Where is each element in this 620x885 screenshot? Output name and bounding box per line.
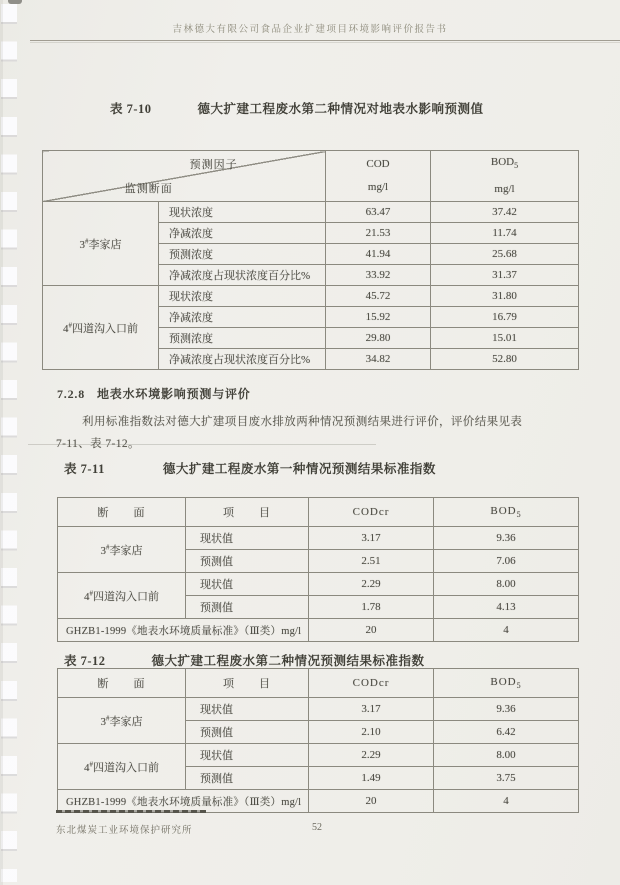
- station-cell: [43, 286, 159, 370]
- cod-value-cell: 1.49: [309, 767, 434, 790]
- corner-label-section: 监测断面: [124, 183, 173, 195]
- station-header-cell: 断 面: [58, 498, 186, 527]
- table-7-10: [42, 150, 579, 370]
- table-row: [58, 527, 579, 550]
- station-cell: [58, 573, 186, 619]
- cod-standard-cell: 20: [309, 790, 434, 813]
- table10-caption: [110, 99, 484, 117]
- cod-value-cell: 15.92: [326, 307, 431, 328]
- standard-label-cell: GHZB1-1999《地表水环境质量标准》（Ⅲ类）mg/l: [58, 790, 309, 813]
- item-cell: 现状浓度: [159, 202, 326, 223]
- paragraph-line: 7-11、表 7-12。: [56, 438, 140, 450]
- cod-value-cell: 2.29: [309, 573, 434, 596]
- bod-header-name: BOD: [490, 156, 515, 169]
- table11-label: 表 7-11: [64, 462, 105, 476]
- item-cell: 预测值: [186, 596, 309, 619]
- bod-value-cell: 37.42: [431, 202, 579, 223]
- station-hash: #: [85, 236, 89, 245]
- item-cell: 净减浓度: [159, 307, 326, 328]
- item-cell: 预测浓度: [159, 328, 326, 349]
- table-7-11: [57, 497, 579, 642]
- table-row: [58, 573, 579, 596]
- item-cell: 预测值: [186, 721, 309, 744]
- corner-label-factor: 预测因子: [189, 159, 238, 171]
- bod-subscript: 5: [516, 681, 522, 691]
- spiral-binding-holes: [1, 4, 17, 882]
- cod-value-cell: 63.47: [326, 202, 431, 223]
- item-cell: 现状值: [186, 527, 309, 550]
- bod-standard-cell: 4: [434, 619, 579, 642]
- bod-value-cell: 52.80: [431, 349, 579, 370]
- station-cell: [43, 202, 159, 286]
- section-paragraph: [56, 411, 586, 455]
- cod-header-name: COD: [366, 158, 390, 170]
- footer-organization: 东北煤炭工业环境保护研究所: [56, 826, 193, 836]
- bod-value-cell: 8.00: [434, 573, 579, 596]
- item-cell: 现状值: [186, 698, 309, 721]
- cod-header-unit: mg/l: [367, 181, 389, 193]
- item-cell: 净减浓度: [159, 223, 326, 244]
- running-header: 吉林德大有限公司食品企业扩建项目环境影响评价报告书: [172, 25, 448, 35]
- bod-value-cell: 16.79: [431, 307, 579, 328]
- cod-value-cell: 21.53: [326, 223, 431, 244]
- standard-row: [58, 619, 579, 642]
- bod-standard-cell: 4: [434, 790, 579, 813]
- item-cell: 预测浓度: [159, 244, 326, 265]
- table-row: [58, 698, 579, 721]
- cod-value-cell: 29.80: [326, 328, 431, 349]
- bod-value-cell: 4.13: [434, 596, 579, 619]
- station-cell: [58, 527, 186, 573]
- station-name: 四道沟入口前: [72, 322, 138, 335]
- station-cell: [58, 698, 186, 744]
- scan-artifact-line: [28, 444, 376, 445]
- item-cell: 预测值: [186, 550, 309, 573]
- table12-title: 德大扩建工程废水第二种情况预测结果标准指数: [151, 654, 425, 668]
- page-edge-shadow: [0, 0, 3, 885]
- bod-subscript: 5: [514, 161, 519, 171]
- bod-value-cell: 8.00: [434, 744, 579, 767]
- cod-header-cell: [326, 151, 431, 202]
- bod-header-name: BOD: [490, 504, 517, 517]
- bod-value-cell: 6.42: [434, 721, 579, 744]
- cod-value-cell: 3.17: [309, 527, 434, 550]
- station-hash: #: [89, 588, 93, 597]
- table-row: [58, 744, 579, 767]
- station-name: 四道沟入口前: [93, 590, 159, 603]
- section-title: 地表水环境影响预测与评价: [97, 387, 251, 401]
- station-hash: #: [106, 542, 110, 551]
- bod-subscript: 5: [516, 510, 522, 520]
- station-name: 四道沟入口前: [93, 761, 159, 774]
- item-header-cell: 项 目: [186, 669, 309, 698]
- item-cell: 净减浓度占现状浓度百分比%: [159, 265, 326, 286]
- table10-label: 表 7-10: [110, 102, 152, 116]
- station-no: 3: [79, 238, 85, 251]
- station-name: 李家店: [88, 238, 122, 251]
- station-no: 4: [84, 761, 90, 774]
- paragraph-line: 利用标准指数法对德大扩建项目废水排放两种情况预测结果进行评价，评价结果见表: [82, 416, 523, 428]
- station-name: 李家店: [109, 715, 143, 728]
- cod-standard-cell: 20: [309, 619, 434, 642]
- bod-value-cell: 25.68: [431, 244, 579, 265]
- standard-label-cell: GHZB1-1999《地表水环境质量标准》（Ⅲ类）mg/l: [58, 619, 309, 642]
- bod-header-unit: mg/l: [494, 182, 515, 195]
- item-cell: 现状值: [186, 573, 309, 596]
- cod-value-cell: 3.17: [309, 698, 434, 721]
- item-cell: 现状浓度: [159, 286, 326, 307]
- table-row: [43, 202, 579, 223]
- header-rule: [30, 40, 620, 41]
- scan-artifact-bar: [56, 810, 206, 813]
- table12-caption: [64, 651, 425, 669]
- scan-corner-mark: [8, 0, 22, 4]
- bod-value-cell: 9.36: [434, 527, 579, 550]
- bod-header-cell: [434, 669, 579, 698]
- station-hash: #: [68, 320, 72, 329]
- item-cell: 预测值: [186, 767, 309, 790]
- item-header-cell: 项 目: [186, 498, 309, 527]
- bod-value-cell: 7.06: [434, 550, 579, 573]
- page-number: 52: [312, 822, 322, 833]
- item-cell: 现状值: [186, 744, 309, 767]
- table-row: [43, 286, 579, 307]
- bod-value-cell: 15.01: [431, 328, 579, 349]
- codcr-header-cell: CODcr: [309, 498, 434, 527]
- station-header-cell: 断 面: [58, 669, 186, 698]
- bod-header-cell: [431, 151, 579, 202]
- station-no: 3: [100, 544, 106, 557]
- section-number: 7.2.8: [57, 387, 85, 401]
- cod-value-cell: 34.82: [326, 349, 431, 370]
- table10-title: 德大扩建工程废水第二种情况对地表水影响预测值: [197, 102, 484, 116]
- cod-value-cell: 2.10: [309, 721, 434, 744]
- cod-value-cell: 45.72: [326, 286, 431, 307]
- station-cell: [58, 744, 186, 790]
- bod-value-cell: 31.80: [431, 286, 579, 307]
- cod-value-cell: 1.78: [309, 596, 434, 619]
- section-heading: [57, 385, 251, 402]
- table-header-row: [58, 498, 579, 527]
- table12-label: 表 7-12: [64, 654, 106, 668]
- table-7-12: [57, 668, 579, 813]
- bod-value-cell: 9.36: [434, 698, 579, 721]
- table-header-row: [58, 669, 579, 698]
- bod-value-cell: 11.74: [431, 223, 579, 244]
- table11-caption: [64, 459, 436, 477]
- item-cell: 净减浓度占现状浓度百分比%: [159, 349, 326, 370]
- bod-header-name: BOD: [490, 675, 517, 688]
- station-name: 李家店: [109, 544, 143, 557]
- station-no: 4: [84, 590, 90, 603]
- table-header-row: [43, 151, 579, 202]
- cod-value-cell: 2.29: [309, 744, 434, 767]
- bod-value-cell: 31.37: [431, 265, 579, 286]
- table11-title: 德大扩建工程废水第一种情况预测结果标准指数: [162, 462, 436, 476]
- diagonal-header-cell: [43, 151, 326, 202]
- station-no: 4: [63, 322, 69, 335]
- cod-value-cell: 41.94: [326, 244, 431, 265]
- codcr-header-cell: CODcr: [309, 669, 434, 698]
- station-hash: #: [106, 713, 110, 722]
- station-hash: #: [89, 759, 93, 768]
- bod-value-cell: 3.75: [434, 767, 579, 790]
- station-no: 3: [100, 715, 106, 728]
- cod-value-cell: 2.51: [309, 550, 434, 573]
- cod-value-cell: 33.92: [326, 265, 431, 286]
- bod-header-cell: [434, 498, 579, 527]
